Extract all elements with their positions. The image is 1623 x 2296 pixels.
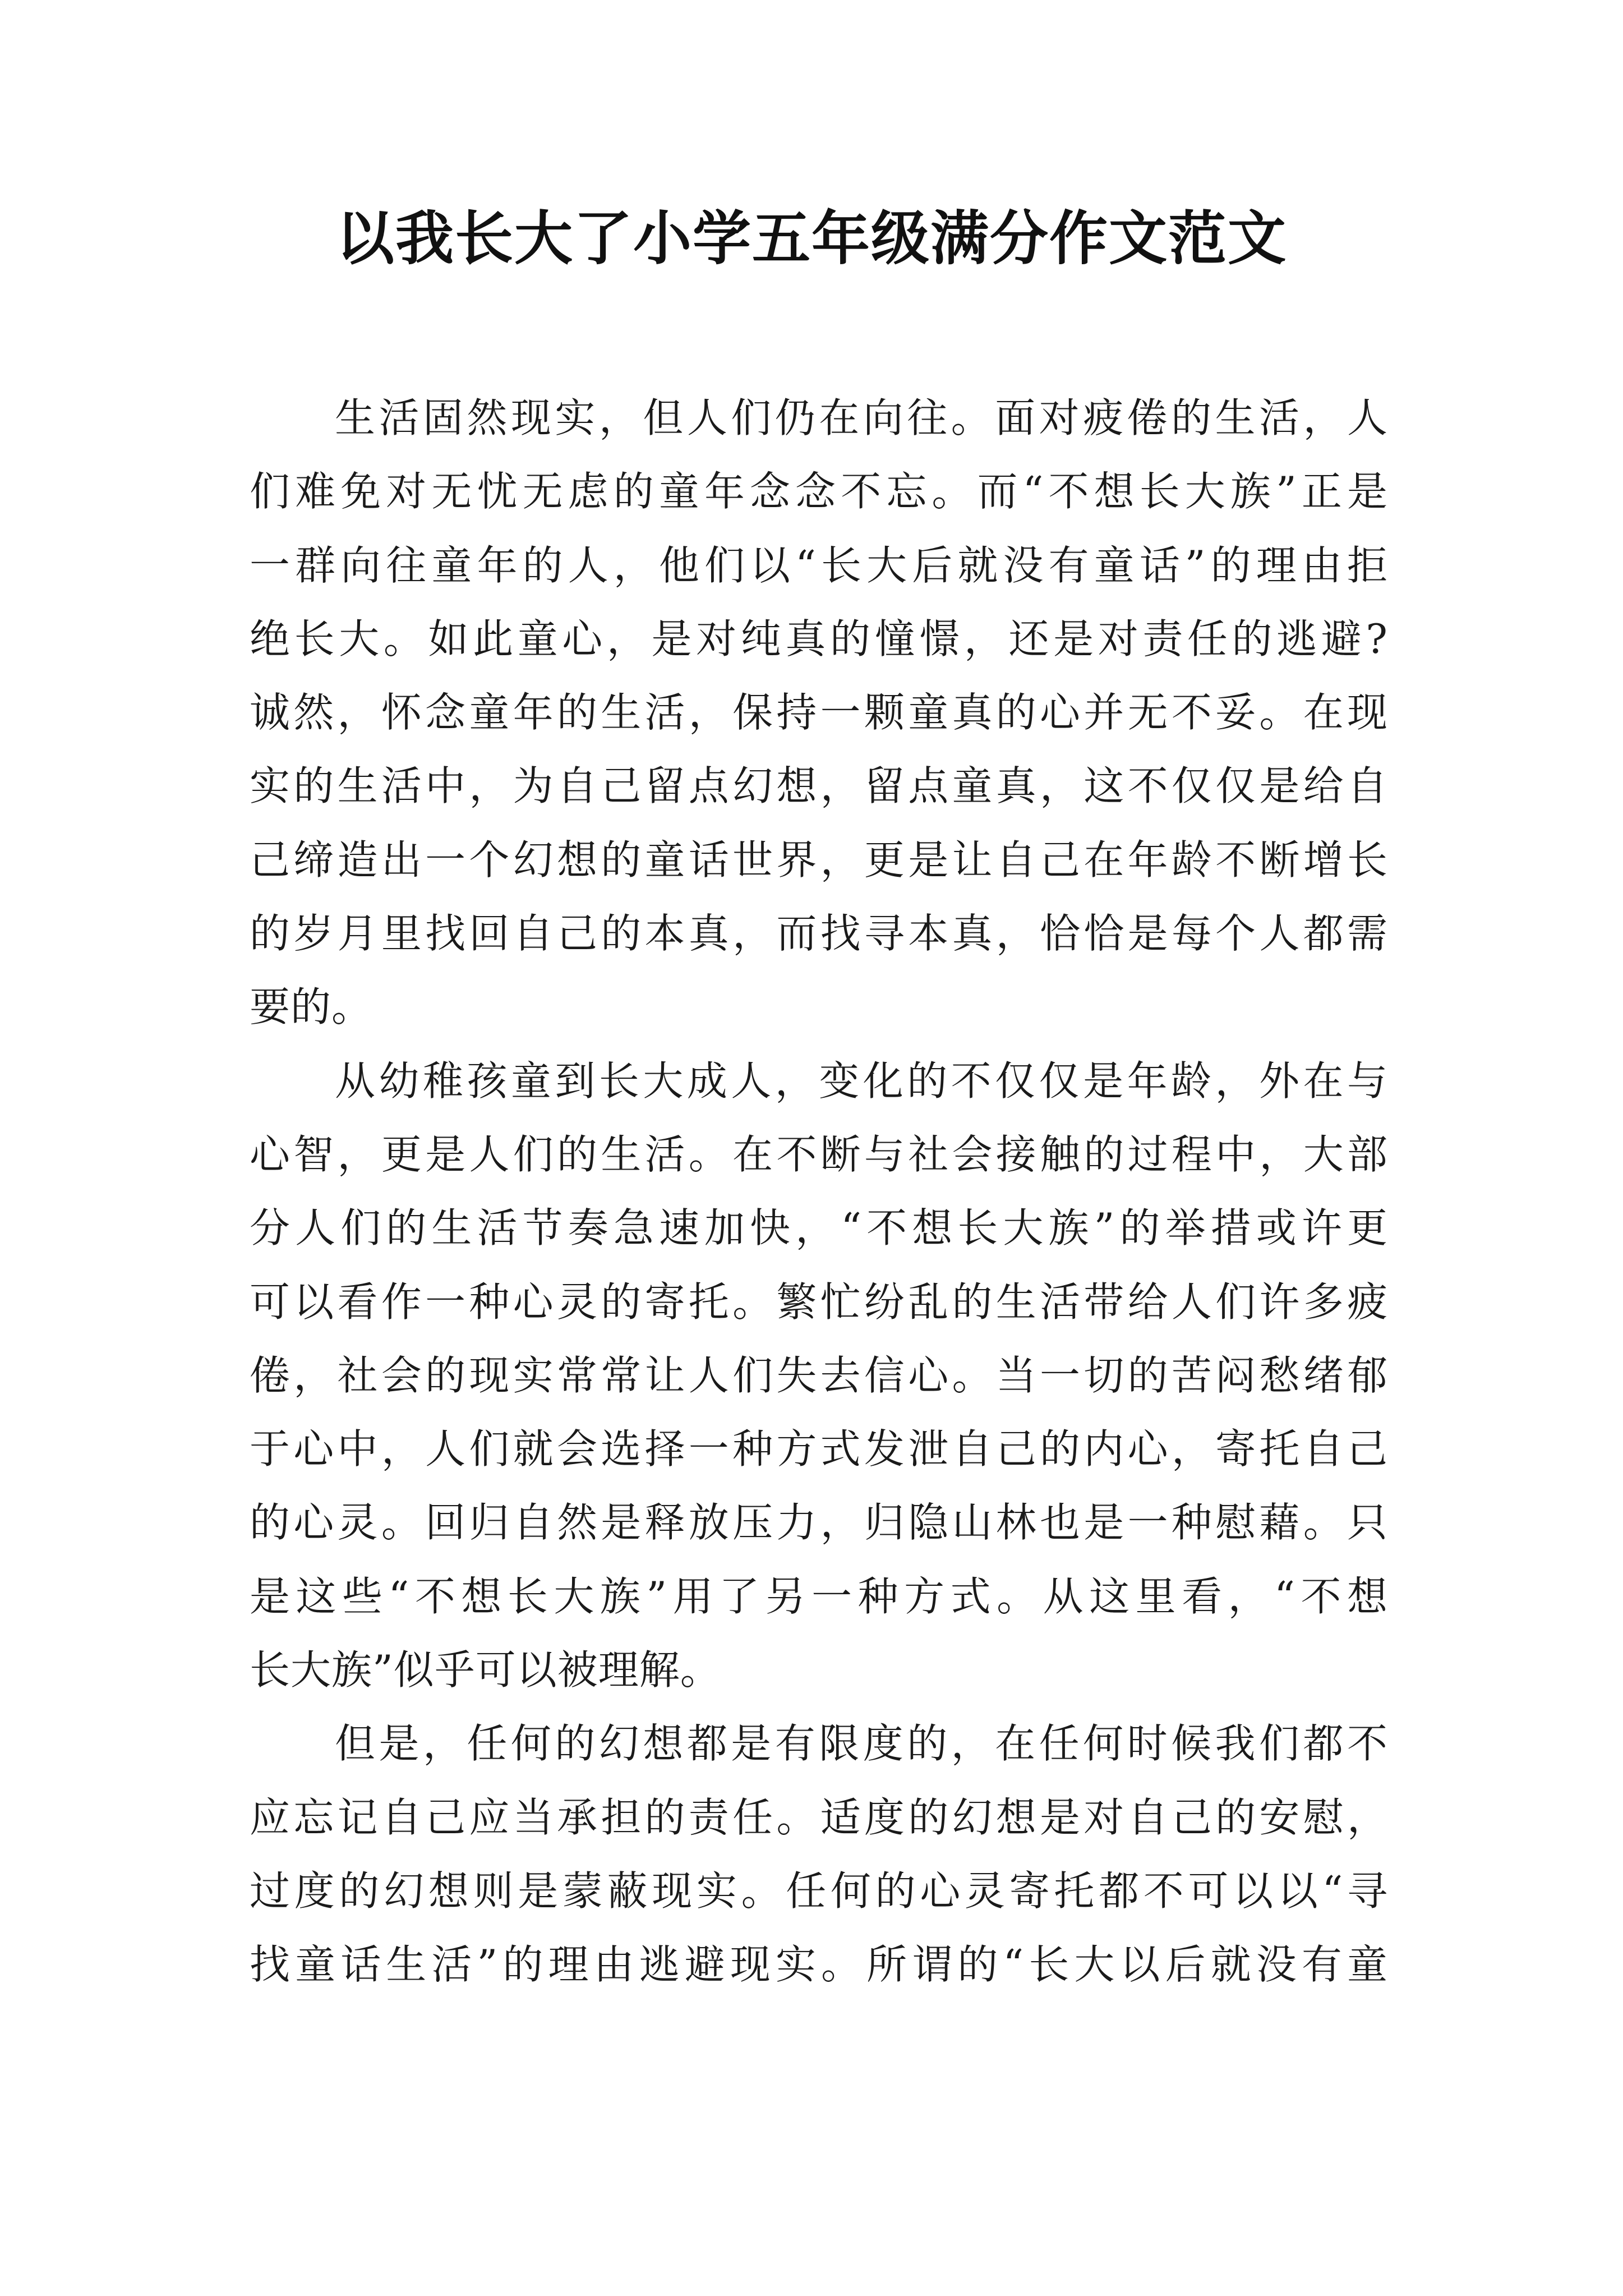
text-line: 的岁月里找回自己的本真，而找寻本真，恰恰是每个人都需 [250,910,1388,958]
text-line: 但是，任何的幻想都是有限度的，在任何时候我们都不 [335,1720,1388,1768]
text-line: 长大族”似乎可以被理解。 [250,1646,721,1694]
text-line: 实的生活中，为自己留点幻想，留点童真，这不仅仅是给自 [250,762,1388,810]
text-line: 应忘记自己应当承担的责任。适度的幻想是对自己的安慰， [250,1793,1388,1841]
text-line: 心智，更是人们的生活。在不断与社会接触的过程中，大部 [250,1130,1388,1178]
text-line: 可以看作一种心灵的寄托。繁忙纷乱的生活带给人们许多疲 [250,1278,1388,1326]
text-line: 绝长大。如此童心，是对纯真的憧憬，还是对责任的逃避? [250,615,1388,662]
text-line: 一群向往童年的人，他们以“长大后就没有童话”的理由拒 [250,541,1388,589]
document-title: 以我长大了小学五年级满分作文范文 [335,204,1287,273]
text-line: 诚然，怀念童年的生活，保持一颗童真的心并无不妥。在现 [250,689,1388,737]
text-line: 过度的幻想则是蒙蔽现实。任何的心灵寄托都不可以以“寻 [250,1867,1388,1915]
text-line: 从幼稚孩童到长大成人，变化的不仅仅是年龄，外在与 [335,1057,1388,1105]
text-line: 于心中，人们就会选择一种方式发泄自己的内心，寄托自己 [250,1425,1388,1473]
text-line: 倦，社会的现实常常让人们失去信心。当一切的苦闷愁绪郁 [250,1351,1388,1399]
text-line: 分人们的生活节奏急速加快，“不想长大族”的举措或许更 [250,1204,1388,1252]
text-line: 们难免对无忧无虑的童年念念不忘。而“不想长大族”正是 [250,468,1388,516]
text-line: 要的。 [250,983,373,1031]
text-line: 生活固然现实，但人们仍在向往。面对疲倦的生活，人 [335,394,1388,441]
text-line: 找童话生活”的理由逃避现实。所谓的“长大以后就没有童 [250,1941,1388,1989]
text-line: 是这些“不想长大族”用了另一种方式。从这里看，“不想 [250,1572,1388,1620]
text-line: 己缔造出一个幻想的童话世界，更是让自己在年龄不断增长 [250,836,1388,884]
text-line: 的心灵。回归自然是释放压力，归隐山林也是一种慰藉。只 [250,1499,1388,1547]
document-body [250,381,1388,2002]
